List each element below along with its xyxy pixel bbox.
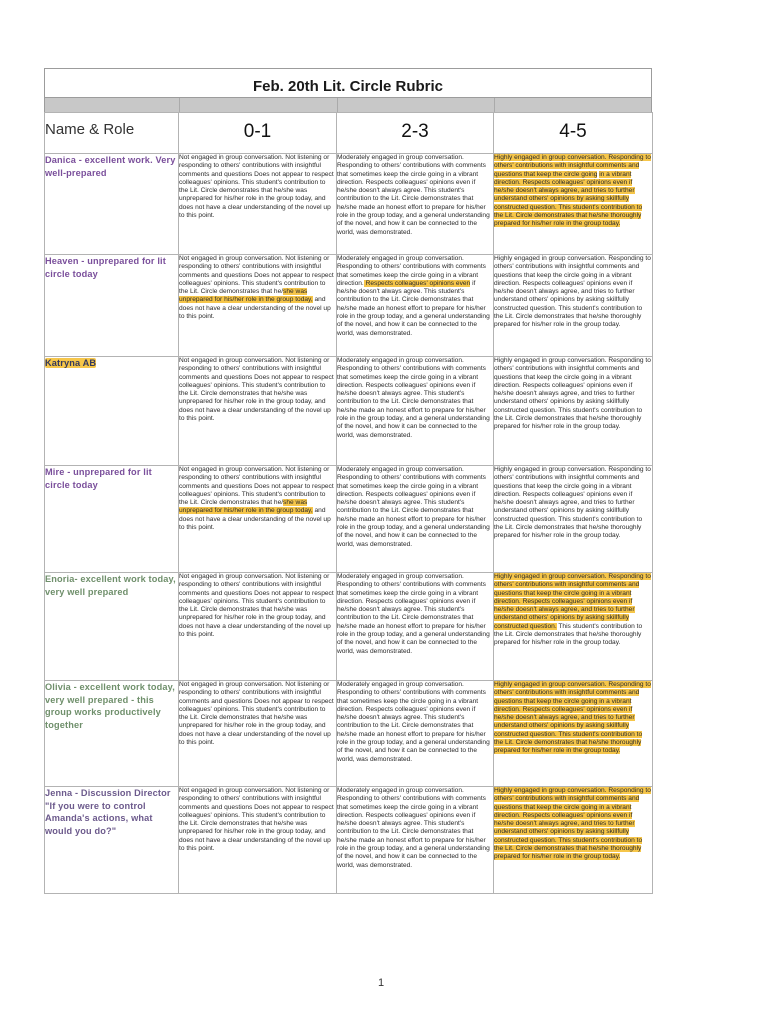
header-bar	[44, 98, 652, 112]
criteria-cell-c3	[494, 357, 653, 466]
rubric-table	[44, 112, 653, 894]
student-name-cell	[45, 154, 179, 255]
highlighted-text: in a vibrant direction. Respects colleagues' opinions even if he/she doesn't always agree, and tries to further understand others' opinions by asking skillfully constructed question. This student's contribution to the Lit. Circle demonstrates that he/she thoroughly prepared for his/her role in the group today.	[494, 170, 643, 228]
criteria-text: Not engaged in group conversation. Not listening or responding to others' contributions with insightful comments and questions Does not appear to respect colleagues' opinions. This student's contribution to the Lit. Circle demonstrates that he/she was unprepared for his/her role in the group today, and does not have a clear understanding of the novel up to this point.	[179, 787, 334, 853]
table-row	[45, 787, 653, 894]
student-name: Katryna AB	[45, 358, 97, 368]
criteria-text: Moderately engaged in group conversation. Responding to others' contributions with comments that sometimes keep the circle going in a vibrant direction. Respects colleagues' opinions even if he/she doesn't always agree. This student's contribution to the Lit. Circle demonstrates that he/she made an honest effort to prepare for his/her role in the group today, and a general understanding of the novel, and how it can be connected to the world, was demonstrated.	[337, 466, 490, 548]
page-title: Feb. 20th Lit. Circle Rubric	[252, 77, 444, 95]
criteria-cell-c2	[337, 466, 494, 573]
criteria-cell-c1	[179, 681, 337, 787]
criteria-cell-c2	[337, 787, 494, 894]
criteria-text: Not engaged in group conversation. Not listening or responding to others' contributions with insightful comments and questions Does not appear to respect colleagues' opinions. This student's contribution to the Lit. Circle demonstrates that he/she was unprepared for his/her role in the group today, and does not have a clear understanding of the novel up to this point.	[179, 154, 334, 220]
criteria-cell-c2	[337, 357, 494, 466]
bar-divider	[179, 98, 180, 112]
student-name: Jenna - Discussion Director "If you were to control Amanda's actions, what would you do?"	[45, 788, 171, 836]
table-row	[45, 154, 653, 255]
title-row	[44, 68, 652, 98]
student-name: Heaven - unprepared for lit circle today	[45, 256, 166, 279]
table-row	[45, 255, 653, 357]
table-row	[45, 357, 653, 466]
criteria-text: and does not have a clear understanding of the novel up to this point.	[179, 507, 331, 532]
highlighted-text: she was unprepared for his/her role in the group today,	[179, 499, 313, 515]
student-name-cell	[45, 681, 179, 787]
criteria-cell-c1	[179, 573, 337, 681]
criteria-cell-c2	[337, 573, 494, 681]
bar-divider	[337, 98, 338, 112]
rubric-body	[45, 154, 653, 894]
criteria-cell-c2	[337, 255, 494, 357]
criteria-cell-c1	[179, 466, 337, 573]
criteria-text: Highly engaged in group conversation. Responding to others' contributions with insightful comments and questions that keep the circle going in a vibrant direction. Respects colleagues' opinions even if he/she doesn't always agree, and tries to further understand others' opinions by asking skillfully constructed question. This student's contribution to the Lit. Circle demonstrates that he/she thoroughly prepared for his/her role in the group today.	[494, 357, 651, 431]
score-header-4-5: 4-5	[494, 113, 653, 154]
criteria-text: Not engaged in group conversation. Not listening or responding to others' contributions with insightful comments and questions Does not appear to respect colleagues' opinions. This student's contribution to the Lit. Circle demonstrates that he/	[179, 255, 334, 296]
criteria-cell-c3	[494, 573, 653, 681]
criteria-cell-c3	[494, 466, 653, 573]
criteria-text: Moderately engaged in group conversation. Responding to others' contributions with comments that sometimes keep the circle going in a vibrant direction. Respects colleagues' opinions even if he/she doesn't always agree. This student's contribution to the Lit. Circle demonstrates that he/she made an honest effort to prepare for his/her role in the group today, and a general understanding of the novel, and how it can be connected to the world, was demonstrated.	[337, 357, 490, 439]
student-name-cell	[45, 573, 179, 681]
student-name-cell	[45, 357, 179, 466]
highlighted-text: she was unprepared for his/her role in the group today,	[179, 288, 313, 304]
highlighted-text: Respects colleagues' opinions even	[363, 279, 471, 287]
student-name: Danica - excellent work. Very well-prepared	[45, 155, 176, 178]
highlighted-text: Highly engaged in group conversation. Responding to others' contributions with insightful comments and questions that keep the circle going in a vibrant direction. Respects colleagues' opinions even if he/she doesn't always agree, and tries to further understand others' opinions by asking skillfully constructed question. This student's contribution to the Lit. Circle demonstrates that he/she thoroughly prepared for his/her role in the group today.	[494, 787, 651, 861]
bar-divider	[494, 98, 495, 112]
page-number: 1	[378, 977, 385, 989]
criteria-cell-c3	[494, 787, 653, 894]
criteria-text: Highly engaged in group conversation. Responding to others' contributions with insightful comments and questions that keep the circle going in a vibrant direction. Respects colleagues' opinions even if he/she doesn't always agree, and tries to further understand others' opinions by asking skillfully constructed question. This student's contribution to the Lit. Circle demonstrates that he/she thoroughly prepared for his/her role in the group today.	[494, 255, 651, 329]
student-name: Olivia - excellent work today, very well prepared - this group works productively together	[45, 682, 175, 730]
criteria-cell-c1	[179, 787, 337, 894]
highlighted-text: Highly engaged in group conversation. Responding to others' contributions with insightful comments and questions that keep the circle going	[494, 154, 651, 178]
student-name-cell	[45, 255, 179, 357]
criteria-cell-c1	[179, 154, 337, 255]
criteria-text: Not engaged in group conversation. Not listening or responding to others' contributions with insightful comments and questions Does not appear to respect colleagues' opinions. This student's contribution to the Lit. Circle demonstrates that he/she was unprepared for his/her role in the group today, and does not have a clear understanding of the novel up to this point.	[179, 357, 334, 423]
criteria-cell-c2	[337, 681, 494, 787]
student-name: Enoria- excellent work today, very well prepared	[45, 574, 176, 597]
criteria-text: Not engaged in group conversation. Not listening or responding to others' contributions with insightful comments and questions Does not appear to respect colleagues' opinions. This student's contribution to the Lit. Circle demonstrates that he/	[179, 466, 334, 507]
student-name-cell	[45, 466, 179, 573]
criteria-text: Moderately engaged in group conversation. Responding to others' contributions with comments that sometimes keep the circle going in a vibrant direction. Respects colleagues' opinions even if he/she doesn't always agree. This student's contribution to the Lit. Circle demonstrates that he/she made an honest effort to prepare for his/her role in the group today, and a general understanding of the novel, and how it can be connected to the world, was demonstrated.	[337, 681, 490, 763]
criteria-cell-c3	[494, 255, 653, 357]
criteria-cell-c3	[494, 154, 653, 255]
criteria-cell-c2	[337, 154, 494, 255]
criteria-cell-c1	[179, 255, 337, 357]
name-role-header: Name & Role	[45, 113, 179, 154]
criteria-text: Highly engaged in group conversation. Responding to others' contributions with insightful comments and questions that keep the circle going in a vibrant direction. Respects colleagues' opinions even if he/she doesn't always agree, and tries to further understand others' opinions by asking skillfully constructed question. This student's contribution to the Lit. Circle demonstrates that he/she thoroughly prepared for his/her role in the group today.	[494, 466, 651, 540]
criteria-cell-c1	[179, 357, 337, 466]
criteria-text: Moderately engaged in group conversation. Responding to others' contributions with comments that sometimes keep the circle going in a vibrant direction. Respects colleagues' opinions even if he/she doesn't always agree. This student's contribution to the Lit. Circle demonstrates that he/she made an honest effort to prepare for his/her role in the group today, and a general understanding of the novel, and how it can be connected to the world, was demonstrated.	[337, 154, 490, 236]
highlighted-text: Highly engaged in group conversation. Responding to others' contributions with insightful comments and questions that keep the circle going in a vibrant direction. Respects colleagues' opinions even if he/she doesn't always agree, and tries to further understand others' opinions by asking skillfully constructed question.	[494, 573, 651, 630]
table-row	[45, 466, 653, 573]
table-row	[45, 681, 653, 787]
criteria-text: and does not have a clear understanding of the novel up to this point.	[179, 296, 331, 321]
criteria-text: Not engaged in group conversation. Not listening or responding to others' contributions with insightful comments and questions Does not appear to respect colleagues' opinions. This student's contribution to the Lit. Circle demonstrates that he/she was unprepared for his/her role in the group today, and does not have a clear understanding of the novel up to this point.	[179, 681, 334, 747]
table-row	[45, 573, 653, 681]
criteria-text: Moderately engaged in group conversation. Responding to others' contributions with comments that sometimes keep the circle going in a vibrant direction.	[337, 255, 486, 287]
score-header-0-1: 0-1	[179, 113, 337, 154]
highlighted-text: Highly engaged in group conversation. Responding to others' contributions with insightful comments and questions that keep the circle going in a vibrant direction. Respects colleagues' opinions even if he/she doesn't always agree, and tries to further understand others' opinions by asking skillfully constructed question. This student's contribution to the Lit. Circle demonstrates that he/she thoroughly prepared for his/her role in the group today.	[494, 681, 651, 755]
header-row	[45, 113, 653, 154]
criteria-text: Moderately engaged in group conversation. Responding to others' contributions with comments that sometimes keep the circle going in a vibrant direction. Respects colleagues' opinions even if he/she doesn't always agree. This student's contribution to the Lit. Circle demonstrates that he/she made an honest effort to prepare for his/her role in the group today, and a general understanding of the novel, and how it can be connected to the world, was demonstrated.	[337, 787, 490, 869]
student-name: Mire - unprepared for lit circle today	[45, 467, 152, 490]
score-header-2-3: 2-3	[337, 113, 494, 154]
student-name-cell	[45, 787, 179, 894]
criteria-text: Not engaged in group conversation. Not listening or responding to others' contributions with insightful comments and questions Does not appear to respect colleagues' opinions. This student's contribution to the Lit. Circle demonstrates that he/she was unprepared for his/her role in the group today, and does not have a clear understanding of the novel up to this point.	[179, 573, 334, 639]
criteria-text: This student's contribution to the Lit. Circle demonstrates that he/she thoroughly prepared for his/her role in the group today.	[494, 622, 643, 647]
criteria-text: if he/she doesn't always agree. This student's contribution to the Lit. Circle demonstrates that he/she made an honest effort to prepare for his/her role in the group today, and a general understanding of the novel, and how it can be connected to the world, was demonstrated.	[337, 279, 490, 337]
criteria-cell-c3	[494, 681, 653, 787]
criteria-text: Moderately engaged in group conversation. Responding to others' contributions with comments that sometimes keep the circle going in a vibrant direction. Respects colleagues' opinions even if he/she doesn't always agree. This student's contribution to the Lit. Circle demonstrates that he/she made an honest effort to prepare for his/her role in the group today, and a general understanding of the novel, and how it can be connected to the world, was demonstrated.	[337, 573, 490, 655]
rubric-sheet	[44, 68, 652, 890]
